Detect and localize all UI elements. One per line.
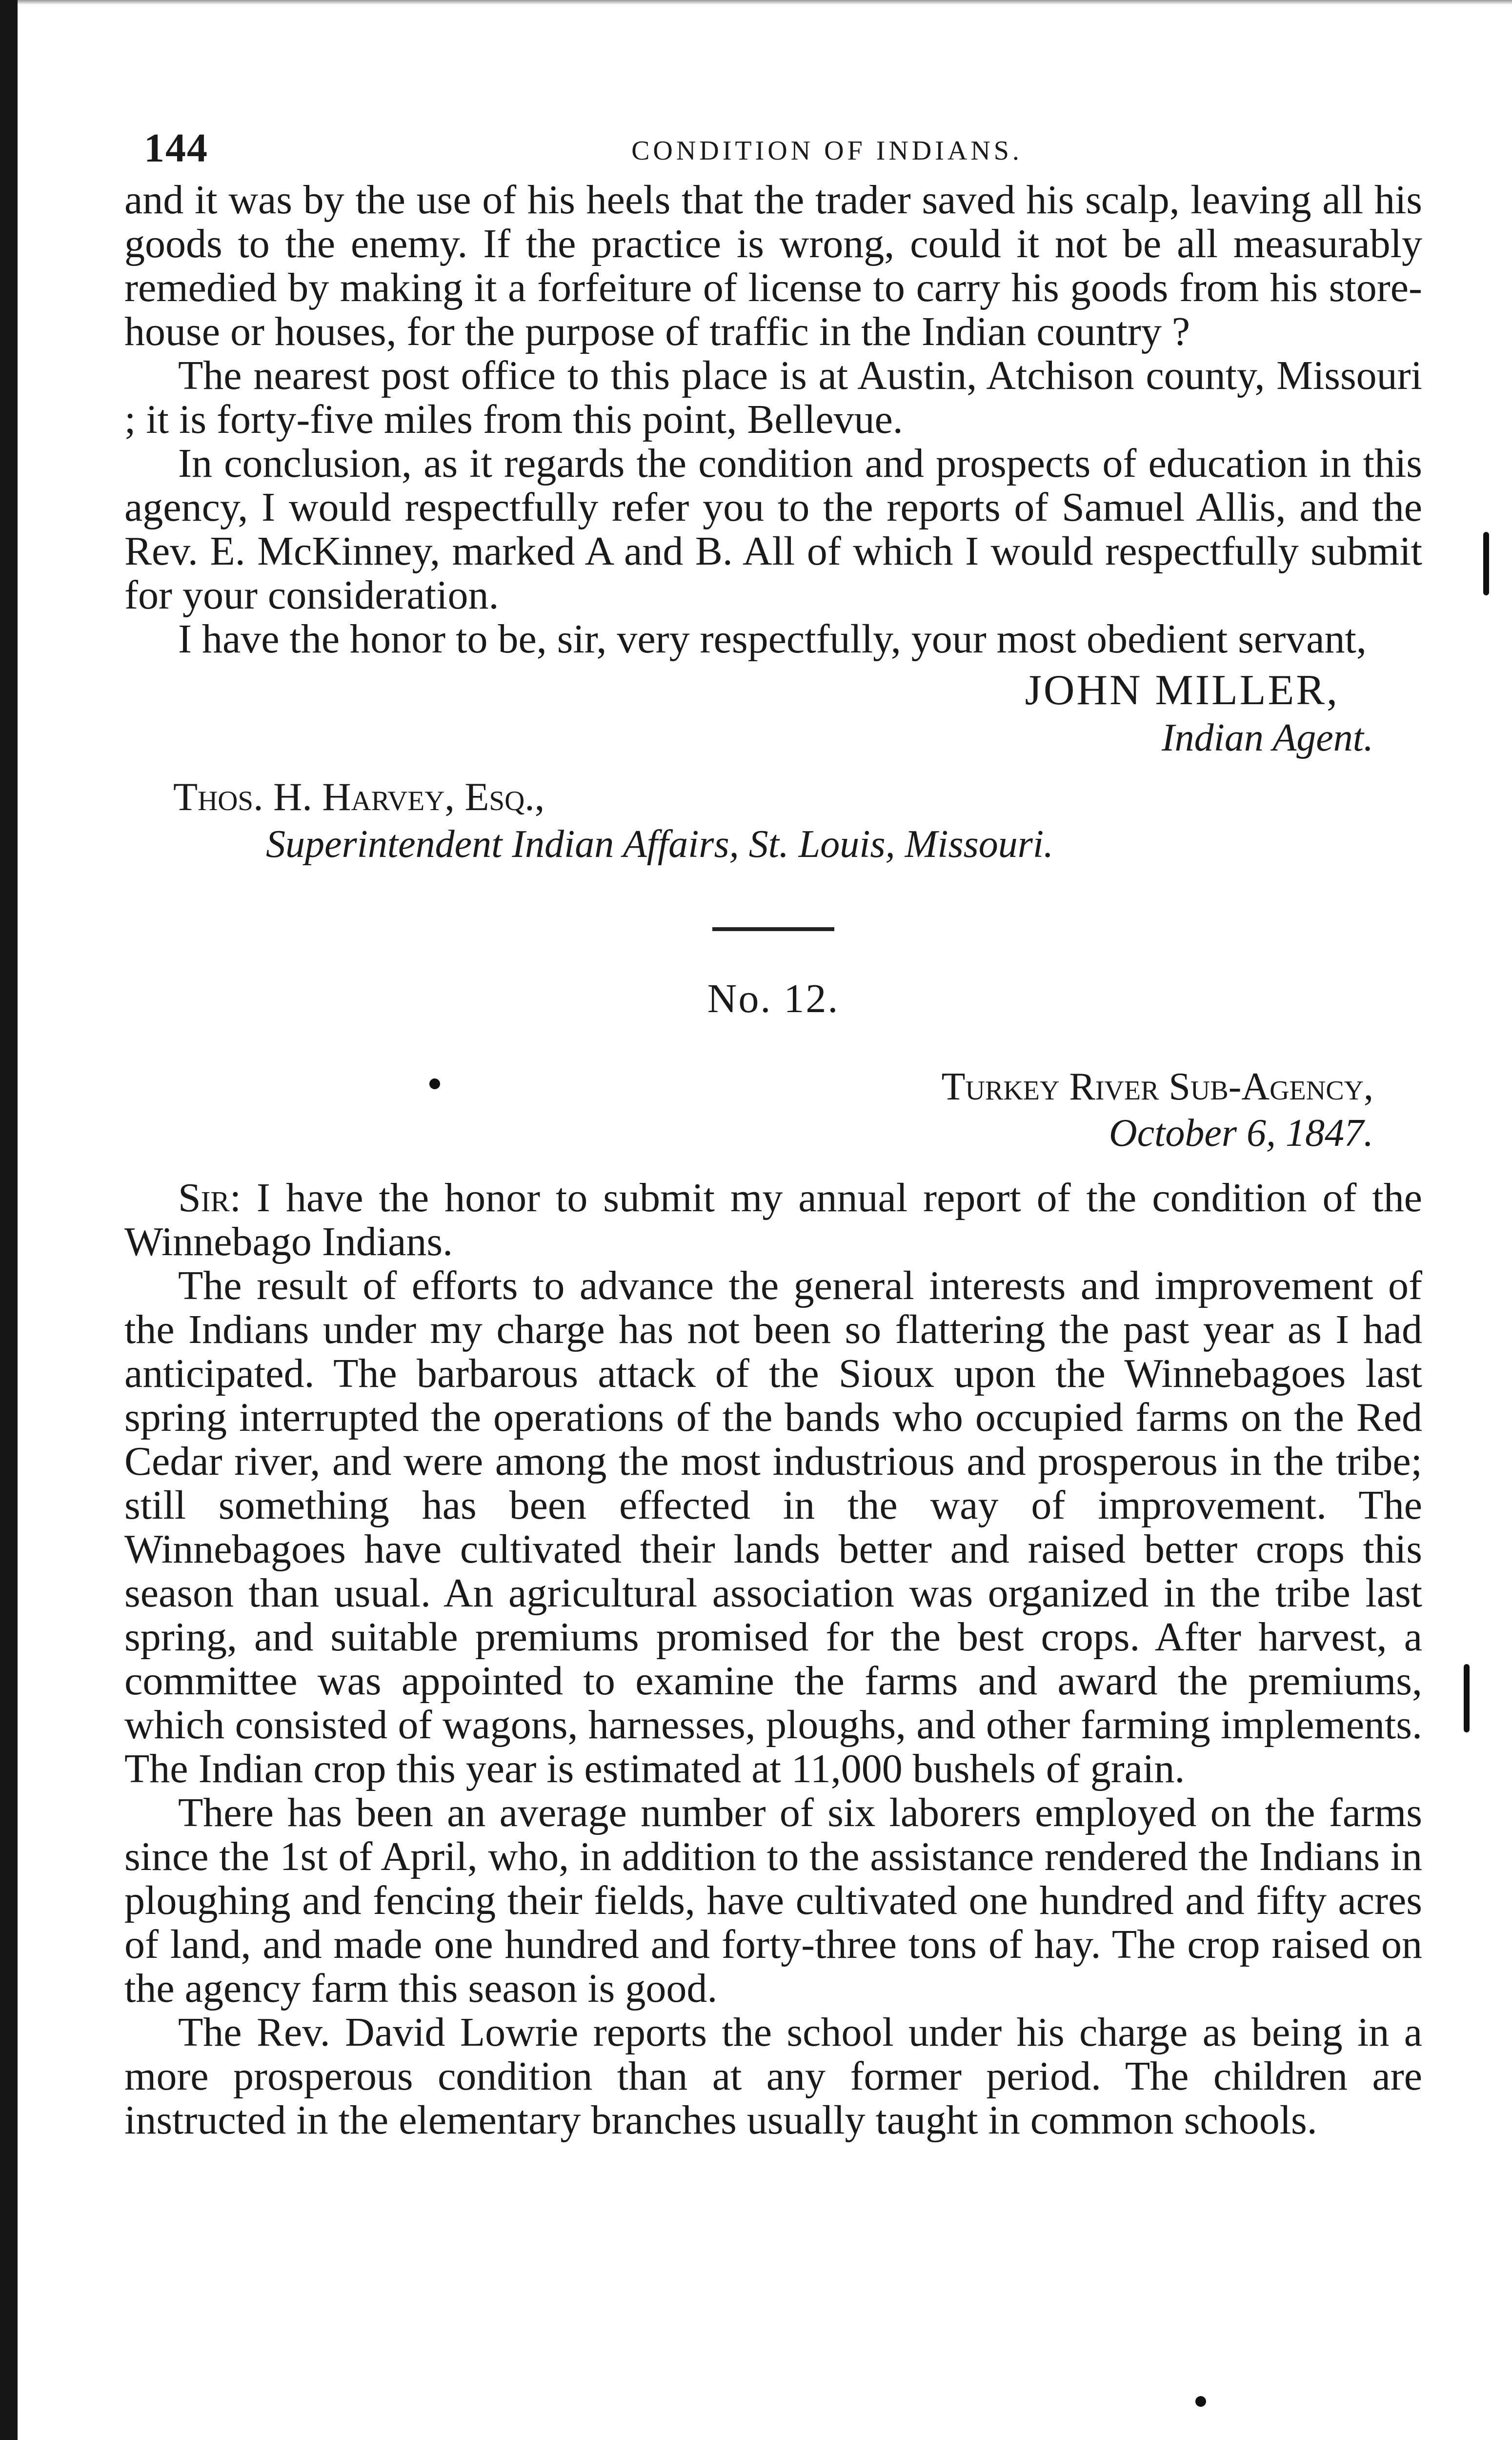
scan-top-edge (0, 0, 1512, 5)
page-header (124, 124, 1422, 178)
dateline-date-text: October 6, 1847. (1109, 1112, 1373, 1155)
body-paragraph (124, 1176, 1422, 1264)
body-paragraph: and it was by the use of his heels that the trader saved his scalp, leaving all his goods to the enemy. If the practice is wrong, could it not be all measurably remedied by making it a forfeiture of license to carry his goods from his store-house or houses, for the purpose of traffic in the Indian country ? (124, 177, 1422, 354)
margin-mark (1464, 1664, 1470, 1732)
body-paragraph: The Rev. David Lowrie reports the school under his charge as being in a more prosperous condition than at any former period. The children are instructed in the elementary branches usually taught in common schools. (124, 2010, 1422, 2143)
body-paragraph: The nearest post office to this place is at Austin, Atchison county, Missouri ; it is forty-five miles from this point, Bellevue. (124, 353, 1422, 442)
letter-no-12 (124, 975, 1422, 2142)
signer-name: JOHN MILLER, (1025, 667, 1339, 714)
signature-block (124, 666, 1422, 761)
signer-title: Indian Agent. (1161, 716, 1373, 759)
opening-sentence: I have the honor to submit my annual report of the condition of the Winnebago Indians. (124, 1175, 1423, 1264)
addressee-title: Superintendent Indian Affairs, St. Louis, Missouri. (266, 823, 1054, 866)
running-title: CONDITION OF INDIANS. (631, 136, 1023, 166)
body-paragraph: The result of efforts to advance the general interests and improvement of the Indians under my charge has not been so flattering the past year as I had anticipated. The barbarous attack of the Sioux upon the Winnebagoes last spring interrupted the operations of the bands who occupied farms on the Red Cedar river, and were among the most industrious and prosperous in the tribe; still something has been effected in the way of improvement. The Winnebagoes have cultivated their lands better and raised better crops this season than usual. An agricultural association was organized in the tribe last spring, and suitable premiums promised for the best crops. After harvest, a committee was appointed to examine the farms and award the premiums, which consisted of wagons, harnesses, ploughs, and other farming implements. The Indian crop this year is estimated at 11,000 bushels of grain. (124, 1263, 1422, 1791)
margin-mark (1483, 532, 1489, 595)
scan-left-edge (0, 0, 18, 2440)
letter-body (124, 1176, 1422, 2142)
section-divider (712, 927, 834, 931)
document-number: No. 12. (707, 976, 840, 1021)
dateline-place: Turkey River Sub-Agency, (941, 1065, 1373, 1108)
salutation: Sir: (178, 1175, 242, 1220)
addressee-name: Thos. H. Harvey, Esq., (173, 774, 545, 819)
body-paragraph: In conclusion, as it regards the condition and prospects of education in this agency, I would respectfully refer you to the reports of Samuel Allis, and the Rev. E. McKinney, marked A and B. All of which I would respectfully submit for your consideration. (124, 441, 1422, 618)
body-paragraph: There has been an average number of six laborers employed on the farms since the 1st of April, who, in addition to the assistance rendered the Indians in ploughing and fencing their fields, have cultivated one hundred and fifty acres of land, and made one hundred and forty-three tons of hay. The crop raised on the agency farm this season is good. (124, 1790, 1422, 2011)
letter-miller (124, 178, 1422, 869)
page-number: 144 (144, 125, 208, 171)
body-paragraph: I have the honor to be, sir, very respectfully, your most obedient servant, (178, 616, 1367, 662)
dateline-date (124, 1110, 1422, 1157)
document-page (124, 124, 1422, 2142)
stray-dot (1195, 2396, 1206, 2407)
